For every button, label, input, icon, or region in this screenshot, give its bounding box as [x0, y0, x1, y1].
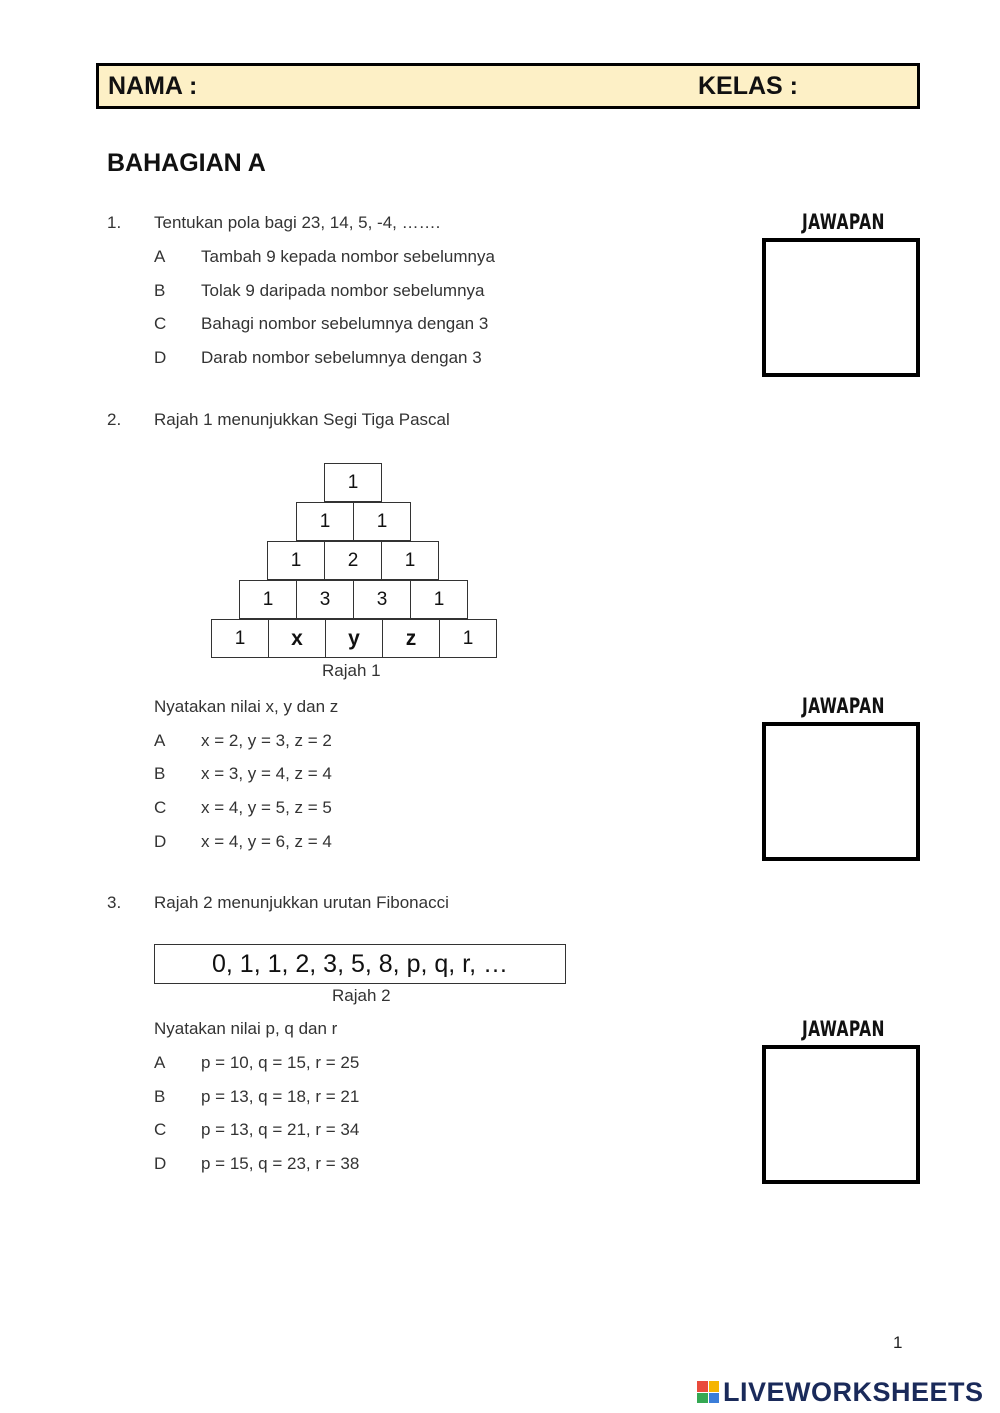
q3-option-b-text: p = 13, q = 18, r = 21	[201, 1087, 360, 1106]
question-3-number: 3.	[107, 893, 122, 912]
logo-square	[709, 1393, 720, 1404]
q2-option-b-text: x = 3, y = 4, z = 4	[201, 764, 332, 783]
q2-option-a-letter: A	[154, 731, 166, 750]
page-number: 1	[893, 1333, 903, 1352]
q3-option-a-letter: A	[154, 1053, 166, 1072]
q1-option-d-text: Darab nombor sebelumnya dengan 3	[201, 348, 482, 367]
pascal-cell: 1	[267, 541, 325, 580]
q1-answer-label: JAWAPAN	[802, 210, 885, 234]
pascal-cell: 1	[296, 502, 354, 541]
pascal-cell: 1	[410, 580, 468, 619]
pascal-cell-z: z	[382, 619, 440, 658]
q1-option-d-letter: D	[154, 348, 167, 367]
question-3-prompt: Nyatakan nilai p, q dan r	[154, 1019, 338, 1038]
question-3-text: Rajah 2 menunjukkan urutan Fibonacci	[154, 893, 449, 912]
name-label: NAMA :	[108, 72, 198, 100]
logo-square	[697, 1393, 708, 1404]
q3-option-d-letter: D	[154, 1154, 167, 1173]
q1-answer-box[interactable]	[762, 238, 920, 377]
pascal-cell: 1	[353, 502, 411, 541]
q3-option-c-text: p = 13, q = 21, r = 34	[201, 1120, 360, 1139]
q2-answer-box[interactable]	[762, 722, 920, 861]
fibonacci-sequence-box: 0, 1, 1, 2, 3, 5, 8, p, q, r, …	[154, 944, 566, 984]
q2-option-d-text: x = 4, y = 6, z = 4	[201, 832, 332, 851]
liveworksheets-brand[interactable]	[697, 1377, 984, 1407]
q3-option-b-letter: B	[154, 1087, 166, 1106]
name-class-header	[96, 63, 920, 109]
q1-option-a-text: Tambah 9 kepada nombor sebelumnya	[201, 247, 495, 266]
q3-answer-box[interactable]	[762, 1045, 920, 1184]
liveworksheets-logo-icon	[697, 1381, 719, 1403]
logo-square	[697, 1381, 708, 1392]
q2-answer-label: JAWAPAN	[802, 694, 885, 718]
q2-option-d-letter: D	[154, 832, 167, 851]
pascal-cell: 3	[353, 580, 411, 619]
pascal-cell: 1	[239, 580, 297, 619]
figure-1-caption: Rajah 1	[322, 661, 381, 680]
class-label: KELAS :	[698, 72, 798, 100]
q1-option-b-text: Tolak 9 daripada nombor sebelumnya	[201, 281, 485, 300]
q1-option-c-letter: C	[154, 314, 167, 333]
question-1-text: Tentukan pola bagi 23, 14, 5, -4, …….	[154, 213, 441, 232]
figure-2-caption: Rajah 2	[332, 986, 391, 1005]
pascal-cell: 3	[296, 580, 354, 619]
q3-answer-label: JAWAPAN	[802, 1017, 885, 1041]
pascal-cell: 1	[439, 619, 497, 658]
question-1-number: 1.	[107, 213, 122, 232]
question-2-number: 2.	[107, 410, 122, 429]
pascal-cell: 1	[324, 463, 382, 502]
pascal-cell-y: y	[325, 619, 383, 658]
pascal-cell-x: x	[268, 619, 326, 658]
q2-option-a-text: x = 2, y = 3, z = 2	[201, 731, 332, 750]
q1-option-b-letter: B	[154, 281, 166, 300]
pascal-cell: 1	[211, 619, 269, 658]
q3-option-d-text: p = 15, q = 23, r = 38	[201, 1154, 360, 1173]
brand-text: LIVEWORKSHEETS	[723, 1376, 984, 1407]
question-2-text: Rajah 1 menunjukkan Segi Tiga Pascal	[154, 410, 450, 429]
q3-option-a-text: p = 10, q = 15, r = 25	[201, 1053, 360, 1072]
section-title: BAHAGIAN A	[107, 149, 266, 177]
q1-option-c-text: Bahagi nombor sebelumnya dengan 3	[201, 314, 489, 333]
q2-option-c-letter: C	[154, 798, 167, 817]
logo-square	[709, 1381, 720, 1392]
q1-option-a-letter: A	[154, 247, 166, 266]
pascal-cell: 1	[381, 541, 439, 580]
q2-option-b-letter: B	[154, 764, 166, 783]
q2-option-c-text: x = 4, y = 5, z = 5	[201, 798, 332, 817]
question-2-prompt: Nyatakan nilai x, y dan z	[154, 697, 339, 716]
q3-option-c-letter: C	[154, 1120, 167, 1139]
pascal-cell: 2	[324, 541, 382, 580]
